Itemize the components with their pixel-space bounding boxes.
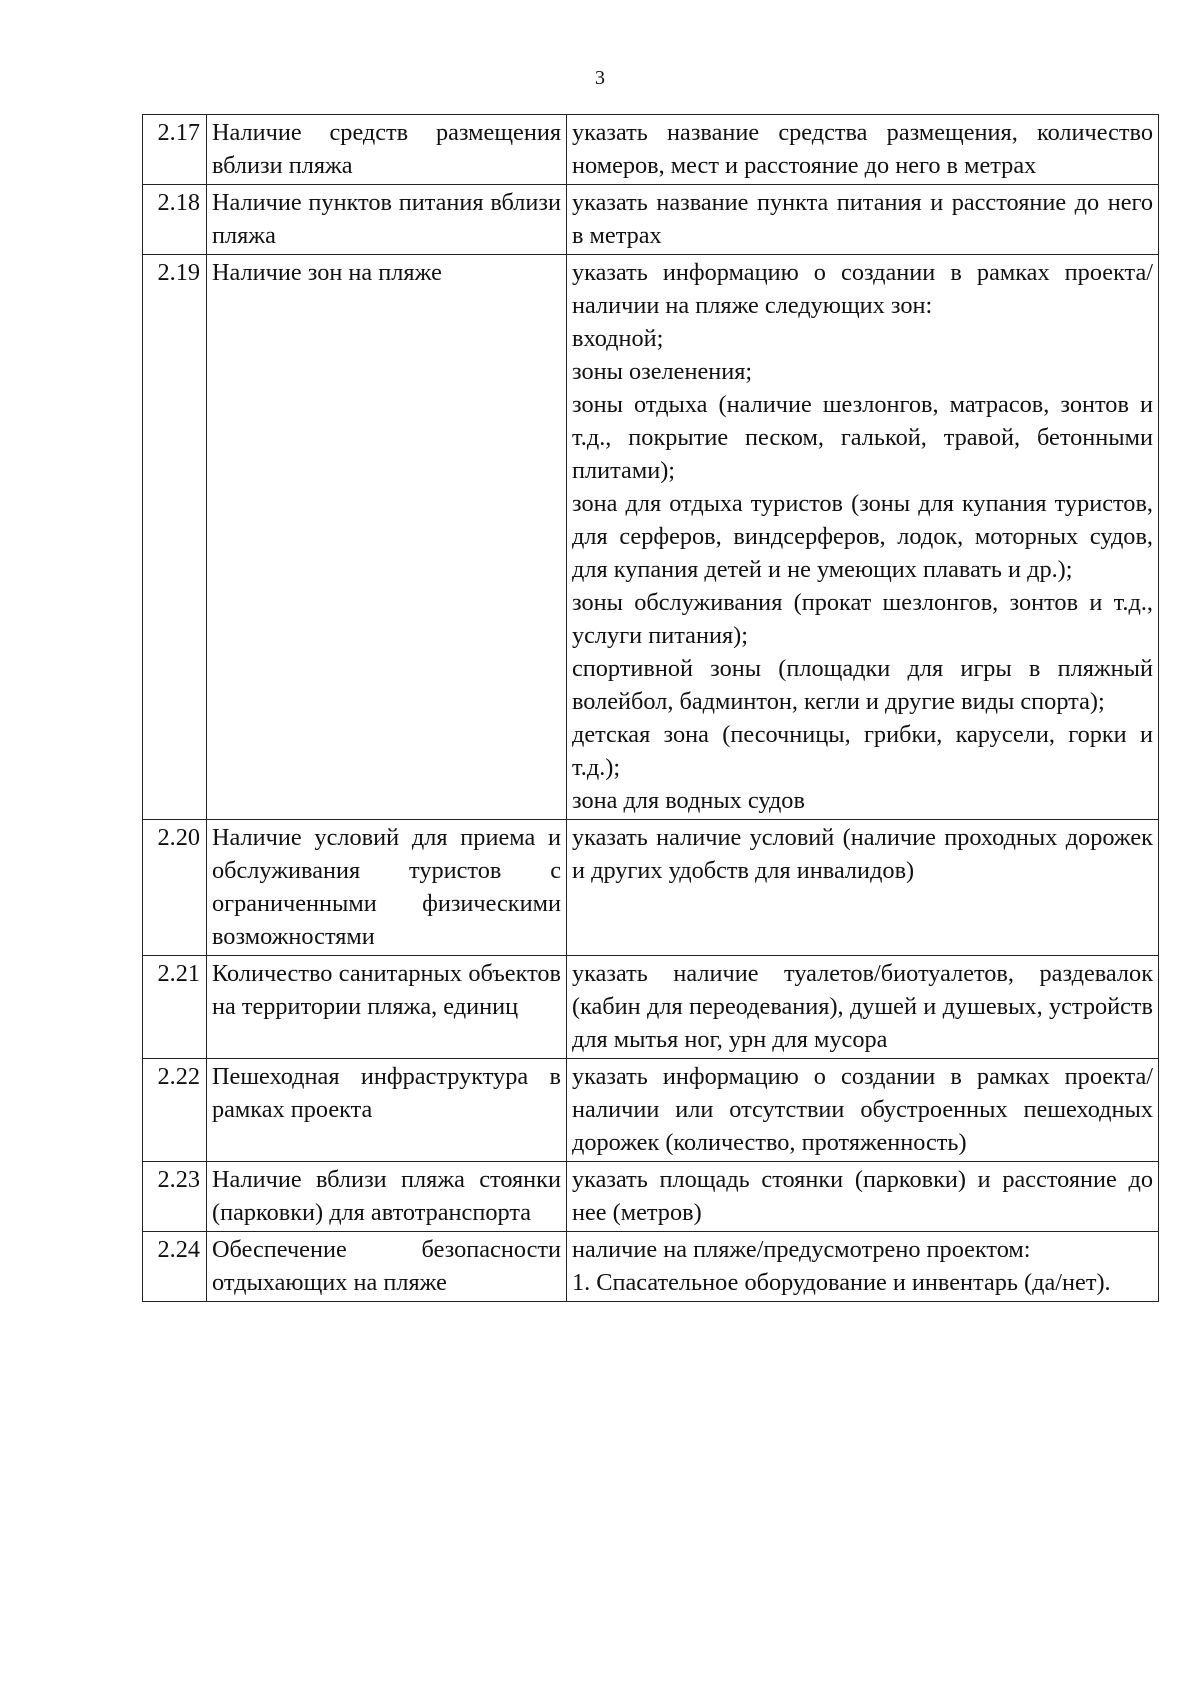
page-number: 3 — [595, 67, 605, 89]
row-name: Количество санитарных объектов на территории пляжа, единиц — [207, 956, 567, 1059]
description-line: зоны отдыха (наличие шезлонгов, матрасов, зонтов и т.д., покрытие песком, галькой, травой, бетонными плитами); — [572, 391, 1153, 484]
row-number: 2.18 — [143, 185, 207, 255]
description-line: указать название пункта питания и расстояние до него в метрах — [572, 189, 1153, 249]
description-line: указать информацию о создании в рамках проекта/наличии или отсутствии обустроенных пешеходных дорожек (количество, протяженность) — [572, 1063, 1153, 1156]
description-line: детская зона (песочницы, грибки, карусели, горки и т.д.); — [572, 721, 1153, 781]
row-name: Наличие пунктов питания вблизи пляжа — [207, 185, 567, 255]
description-line: указать наличие условий (наличие проходных дорожек и других удобств для инвалидов) — [572, 824, 1153, 884]
row-description — [567, 820, 1159, 956]
table-row — [143, 1162, 1159, 1232]
row-name: Наличие зон на пляже — [207, 255, 567, 820]
row-description — [567, 1162, 1159, 1232]
description-line: зона для водных судов — [572, 787, 805, 814]
table-row — [143, 185, 1159, 255]
row-description — [567, 956, 1159, 1059]
row-number: 2.22 — [143, 1059, 207, 1162]
description-line: указать площадь стоянки (парковки) и расстояние до нее (метров) — [572, 1166, 1153, 1226]
row-number: 2.24 — [143, 1232, 207, 1302]
row-description — [567, 1059, 1159, 1162]
description-line: зоны озеленения; — [572, 358, 753, 385]
description-line: 1. Спасательное оборудование и инвентарь (да/нет). — [572, 1269, 1111, 1296]
row-number: 2.23 — [143, 1162, 207, 1232]
table-row — [143, 255, 1159, 820]
description-line: наличие на пляже/предусмотрено проектом: — [572, 1236, 1031, 1263]
description-line: зоны обслуживания (прокат шезлонгов, зонтов и т.д., услуги питания); — [572, 589, 1153, 649]
requirements-table — [142, 114, 1159, 1302]
row-name: Наличие вблизи пляжа стоянки (парковки) для автотранспорта — [207, 1162, 567, 1232]
description-line: спортивной зоны (площадки для игры в пляжный волейбол, бадминтон, кегли и другие виды спорта); — [572, 655, 1153, 715]
row-description — [567, 255, 1159, 820]
description-line: входной; — [572, 325, 664, 352]
table-row — [143, 820, 1159, 956]
table-row — [143, 1059, 1159, 1162]
description-line: указать информацию о создании в рамках проекта/наличии на пляже следующих зон: — [572, 259, 1153, 319]
row-name: Обеспечение безопасности отдыхающих на пляже — [207, 1232, 567, 1302]
description-line: указать наличие туалетов/биотуалетов, раздевалок (кабин для переодевания), душей и душевых, устройств для мытья ног, урн для мусора — [572, 960, 1153, 1053]
table-row — [143, 956, 1159, 1059]
table-row — [143, 1232, 1159, 1302]
row-number: 2.17 — [143, 115, 207, 185]
row-name: Наличие средств размещения вблизи пляжа — [207, 115, 567, 185]
table-row — [143, 115, 1159, 185]
row-number: 2.20 — [143, 820, 207, 956]
row-name: Пешеходная инфраструктура в рамках проекта — [207, 1059, 567, 1162]
row-name: Наличие условий для приема и обслуживания туристов с ограниченными физическими возможностями — [207, 820, 567, 956]
description-line: зона для отдыха туристов (зоны для купания туристов, для серферов, виндсерферов, лодок, моторных судов, для купания детей и не умеющих плавать и др.); — [572, 490, 1153, 583]
row-number: 2.21 — [143, 956, 207, 1059]
row-description — [567, 185, 1159, 255]
description-line: указать название средства размещения, количество номеров, мест и расстояние до него в метрах — [572, 119, 1153, 179]
row-number: 2.19 — [143, 255, 207, 820]
row-description — [567, 115, 1159, 185]
row-description — [567, 1232, 1159, 1302]
